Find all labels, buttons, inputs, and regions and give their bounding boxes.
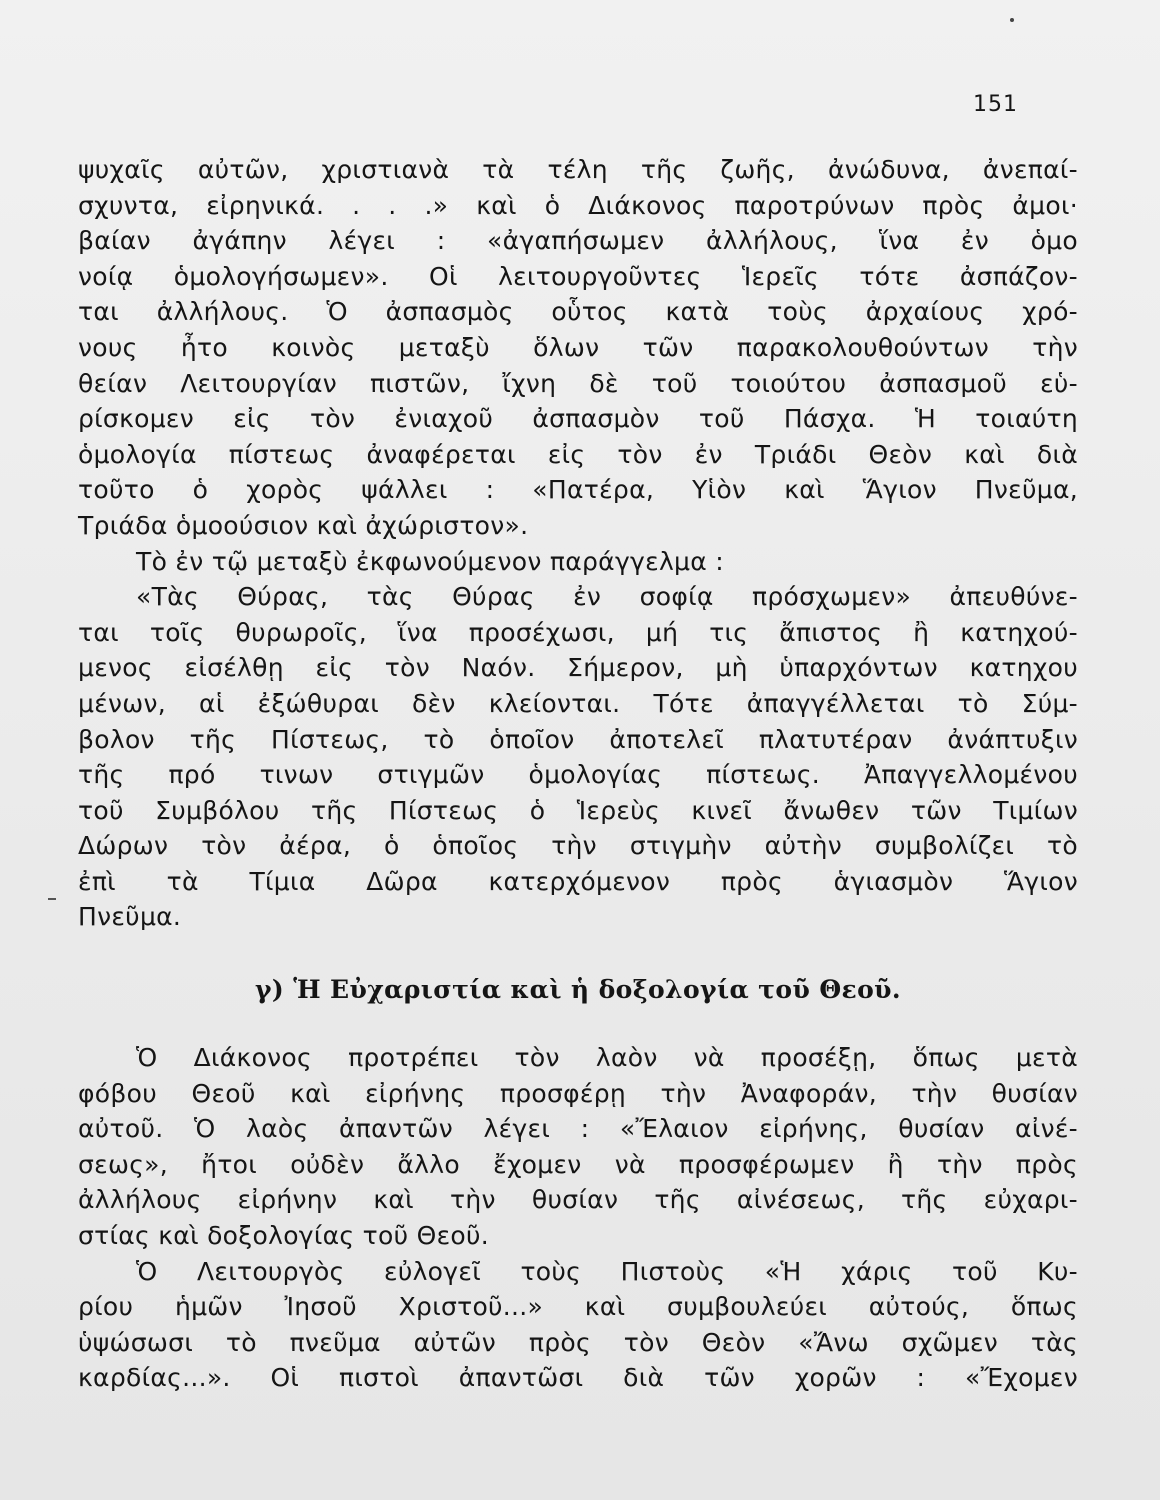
text-line: ἀλλήλους εἰρήνην καὶ τὴν θυσίαν τῆς αἰνέσεως, τῆς εὐχαρι- bbox=[78, 1185, 1078, 1215]
text-line: ὑψώσωσι τὸ πνεῦμα αὐτῶν πρὸς τὸν Θεὸν «Ἄνω σχῶμεν τὰς bbox=[78, 1327, 1078, 1357]
text-line: Τριάδα ὁμοούσιον καὶ ἀχώριστον». bbox=[78, 510, 529, 540]
text-line: τοῦτο ὁ χορὸς ψάλλει : «Πατέρα, Υἱὸν καὶ Ἅγιον Πνεῦμα, bbox=[78, 475, 1078, 505]
section-heading: γ) Ἡ Εὐχαριστία καὶ ἡ δοξολογία τοῦ Θεοῦ. bbox=[254, 975, 902, 1005]
text-line: ἐπὶ τὰ Τίμια Δῶρα κατερχόμενον πρὸς ἁγιασμὸν Ἅγιον bbox=[78, 866, 1078, 896]
page-body bbox=[78, 152, 1078, 1396]
page-number: 151 bbox=[973, 92, 1018, 117]
text-line: ρίσκομεν εἰς τὸν ἐνιαχοῦ ἀσπασμὸν τοῦ Πάσχα. Ἡ τοιαύτη bbox=[78, 404, 1078, 434]
text-line: καρδίας...». Οἱ πιστοὶ ἀπαντῶσι διὰ τῶν χορῶν : «Ἔχομεν bbox=[78, 1363, 1078, 1393]
text-line: ψυχαῖς αὐτῶν, χριστιανὰ τὰ τέλη τῆς ζωῆς, ἀνώδυνα, ἀνεπαί- bbox=[78, 155, 1078, 184]
text-line: σεως», ἤτοι οὐδὲν ἄλλο ἔχομεν νὰ προσφέρωμεν ἢ τὴν πρὸς bbox=[78, 1149, 1078, 1179]
text-line: σχυντα, εἰρηνικά. . . .» καὶ ὁ Διάκονος παροτρύνων πρὸς ἀμοι· bbox=[78, 190, 1078, 220]
text-line: Ὁ Λειτουργὸς εὐλογεῖ τοὺς Πιστοὺς «Ἡ χάρις τοῦ Κυ- bbox=[136, 1256, 1078, 1286]
text-line: ὁμολογία πίστεως ἀναφέρεται εἰς τὸν ἐν Τριάδι Θεὸν καὶ διὰ bbox=[78, 439, 1078, 469]
text-line: βολον τῆς Πίστεως, τὸ ὁποῖον ἀποτελεῖ πλατυτέραν ἀνάπτυξιν bbox=[78, 724, 1078, 754]
text-line: Ὁ Διάκονος προτρέπει τὸν λαὸν νὰ προσέξῃ, ὅπως μετὰ bbox=[136, 1043, 1078, 1073]
text-line: αὐτοῦ. Ὁ λαὸς ἀπαντῶν λέγει : «Ἔλαιον εἰρήνης, θυσίαν αἰνέ- bbox=[78, 1114, 1078, 1144]
text-line: Τὸ ἐν τῷ μεταξὺ ἐκφωνούμενον παράγγελμα : bbox=[136, 546, 724, 576]
paragraph-5 bbox=[78, 1254, 1078, 1396]
text-line: μένων, αἱ ἐξώθυραι δὲν κλείονται. Τότε ἀπαγγέλλεται τὸ Σύμ- bbox=[78, 688, 1078, 718]
paragraph-1 bbox=[78, 152, 1078, 544]
paragraph-3 bbox=[78, 579, 1078, 935]
paragraph-2 bbox=[78, 544, 1078, 580]
text-line: φόβου Θεοῦ καὶ εἰρήνης προσφέρῃ τὴν Ἀναφοράν, τὴν θυσίαν bbox=[78, 1078, 1078, 1108]
text-line: ρίου ἡμῶν Ἰησοῦ Χριστοῦ...» καὶ συμβουλεύει αὐτούς, ὅπως bbox=[78, 1292, 1078, 1322]
text-line: «Τὰς Θύρας, τὰς Θύρας ἐν σοφίᾳ πρόσχωμεν» ἀπευθύνε- bbox=[136, 582, 1078, 612]
paragraph-4 bbox=[78, 1040, 1078, 1254]
text-line: ται τοῖς θυρωροῖς, ἵνα προσέχωσι, μή τις ἄπιστος ἢ κατηχού- bbox=[78, 617, 1078, 647]
text-line: ται ἀλλήλους. Ὁ ἀσπασμὸς οὗτος κατὰ τοὺς ἀρχαίους χρό- bbox=[78, 297, 1078, 327]
print-speck bbox=[1010, 18, 1014, 22]
text-line: βαίαν ἀγάπην λέγει : «ἀγαπήσωμεν ἀλλήλους, ἵνα ἐν ὁμο bbox=[78, 226, 1078, 256]
text-line: θείαν Λειτουργίαν πιστῶν, ἴχνη δὲ τοῦ τοιούτου ἀσπασμοῦ εὑ- bbox=[78, 368, 1078, 398]
text-line: νοίᾳ ὁμολογήσωμεν». Οἱ λειτουργοῦντες Ἱερεῖς τότε ἀσπάζον- bbox=[78, 261, 1078, 291]
text-line: στίας καὶ δοξολογίας τοῦ Θεοῦ. bbox=[78, 1221, 490, 1251]
text-line: νους ἦτο κοινὸς μεταξὺ ὅλων τῶν παρακολουθούντων τὴν bbox=[78, 332, 1078, 362]
text-line: τοῦ Συμβόλου τῆς Πίστεως ὁ Ἱερεὺς κινεῖ ἄνωθεν τῶν Τιμίων bbox=[78, 795, 1078, 825]
text-line: Πνεῦμα. bbox=[78, 902, 182, 932]
text-line: Δώρων τὸν ἀέρα, ὁ ὁποῖος τὴν στιγμὴν αὐτὴν συμβολίζει τὸ bbox=[78, 831, 1078, 861]
text-line: τῆς πρό τινων στιγμῶν ὁμολογίας πίστεως. Ἀπαγγελλομένου bbox=[78, 760, 1078, 790]
text-line: μενος εἰσέλθῃ εἰς τὸν Ναόν. Σήμερον, μὴ ὑπαρχόντων κατηχου bbox=[78, 653, 1078, 683]
margin-tick bbox=[48, 898, 56, 900]
